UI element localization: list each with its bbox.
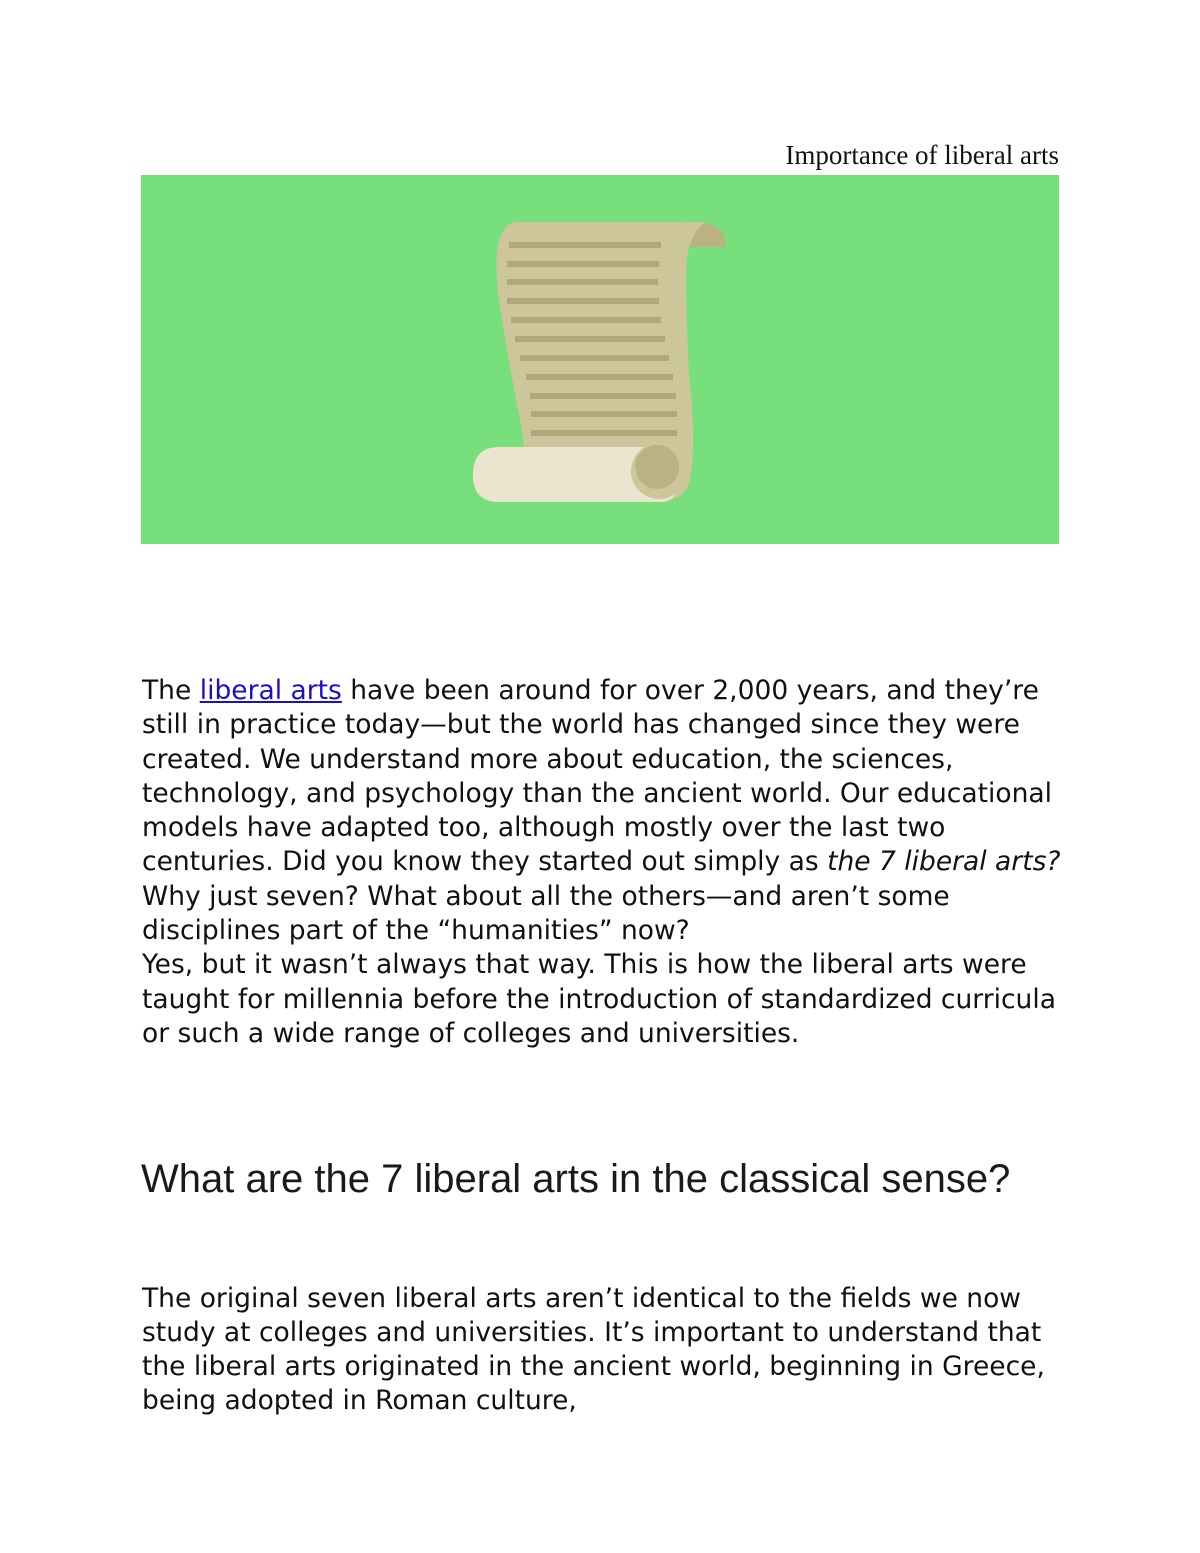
- section-text: [142, 1255, 1072, 1445]
- scroll-icon: [141, 175, 1059, 544]
- section-paragraph: The original seven liberal arts aren’t identical to the fields we now study at colleges and universities. It’s important to understand that the liberal arts originated in the ancient world, beginning in Greece, being adopted in Roman culture,: [142, 1282, 1045, 1417]
- document-title: Importance of liberal arts: [785, 140, 1059, 170]
- question-paragraph: Why just seven? What about all the others—and aren’t some disciplines part of the “humanities” now?: [142, 880, 950, 947]
- intro-text: [142, 674, 1072, 1051]
- intro-text-start: The: [142, 675, 200, 706]
- section-heading: What are the 7 liberal arts in the classical sense?: [141, 1157, 1011, 1201]
- liberal-arts-link[interactable]: liberal arts: [199, 675, 342, 706]
- intro-paragraph: [142, 674, 1072, 880]
- intro-text-middle: have been around for over 2,000 years, and they’re still in practice today—but the world has changed since they were created. We understand more about education, the sciences, technology, and psychology than the ancient world. Our educational models have adapted too, although mostly over the last two centuries. Did you know they started out simply as: [142, 675, 1052, 878]
- banner-image: [141, 175, 1059, 544]
- intro-italic-phrase: the 7 liberal arts?: [827, 846, 1061, 878]
- answer-paragraph: Yes, but it wasn’t always that way. This is how the liberal arts were taught for millennia before the introduction of standardized curricula or such a wide range of colleges and universities.: [142, 949, 1056, 1049]
